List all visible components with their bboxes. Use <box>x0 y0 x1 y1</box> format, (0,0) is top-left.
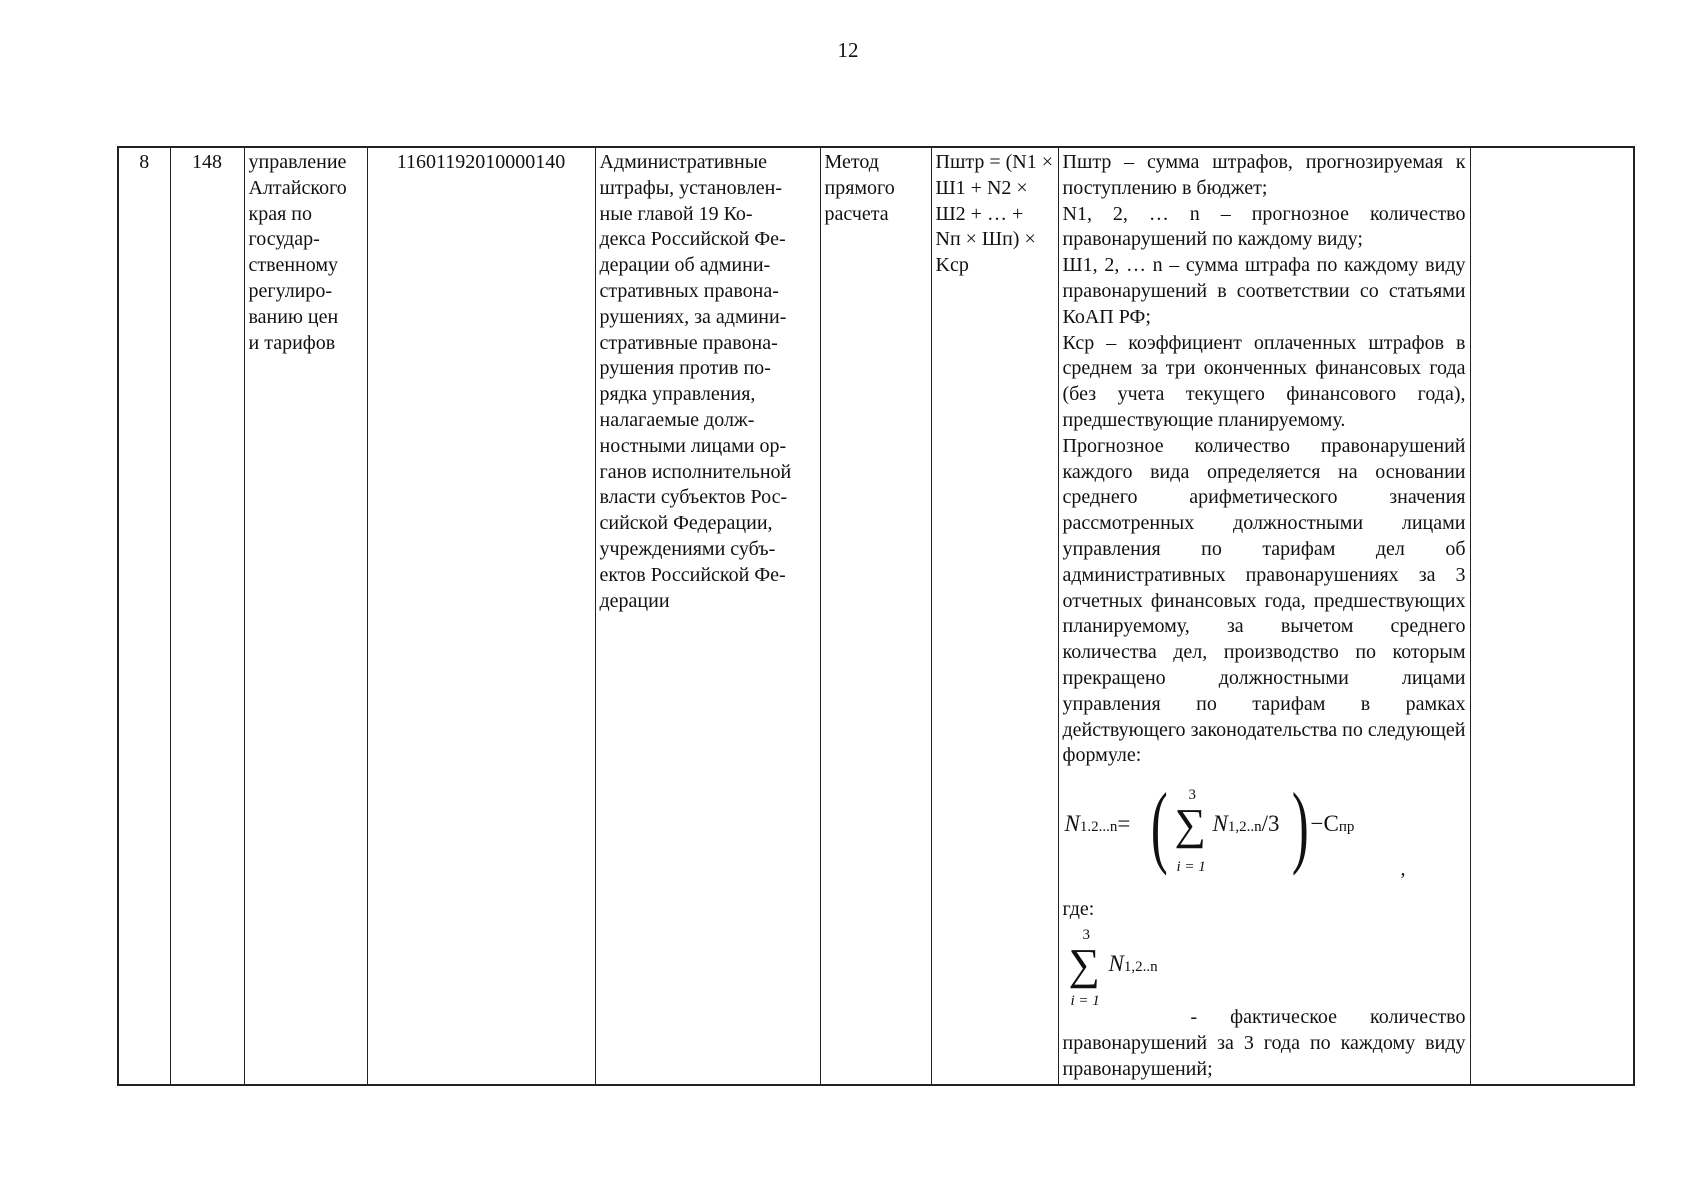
sum-lower-limit: i = 1 <box>1070 992 1100 1009</box>
sigma-symbol: ∑ <box>1068 939 1100 989</box>
description-paragraph: Прогнозное количество правонарушений каждого вида определяется на основании среднего арифметического значения рассмотренных должностными лицами управления по тарифам дел об административных правонарушениях за 3 отчетных финансовых года, предшествующих планируемому, за вычетом среднего количества дел, производство по которым прекращено должностными лицами управления по тарифам в рамках действующего законодательства по следующей формуле: <box>1062 434 1466 767</box>
administrator-name-cell: управление Алтайского края по государ- ственному регулиро- ванию цен и тарифов <box>244 147 367 1085</box>
description-paragraph: Ш1, 2, … n – сумма штрафа по каждому виду правонарушений в соответствии со статьями КоАП РФ; <box>1062 254 1466 328</box>
revenue-methodology-table <box>117 146 1635 1086</box>
sigma-symbol: ∑ <box>1174 800 1206 850</box>
average-formula <box>1063 775 1466 897</box>
formula-subtract-term: −Спр <box>1310 811 1355 837</box>
sum-upper-limit: 3 <box>1188 787 1196 804</box>
description-paragraph: Пштр – сумма штрафов, прогнозируемая к поступлению в бюджет; <box>1062 151 1466 199</box>
sum-upper-limit: 3 <box>1082 926 1090 943</box>
kbk-code-cell: 11601192010000140 <box>367 147 595 1085</box>
sum-body: N1,2..n <box>1108 950 1158 976</box>
formula-cell: Пштр = (N1 × Ш1 + N2 × Ш2 + … + Nп × Шп) × Kср <box>931 147 1058 1085</box>
sum-lower-limit: i = 1 <box>1176 859 1206 876</box>
right-parenthesis: ) <box>1291 774 1309 877</box>
page-number: 12 <box>837 38 859 62</box>
method-cell: Метод прямого расчета <box>820 147 931 1085</box>
table-row <box>118 147 1634 1085</box>
sum-body: N1,2..n/3 <box>1212 811 1280 837</box>
income-name-cell: Административные штрафы, установлен- ные главой 19 Ко- декса Российской Фе- дерации об админи- стративных правона- рушениях, за админи- стративные правона- рушения против по- рядка управления, налагаемые долж- ностными лицами ор- ганов исполнительной власти субъектов Рос- сийской Федерации, учреждениями субъ- ектов Российской Фе- дерации <box>595 147 820 1085</box>
left-parenthesis: ( <box>1150 774 1168 877</box>
formula-comma: , <box>1400 858 1406 881</box>
admin-code-cell: 148 <box>170 147 244 1085</box>
empty-cell <box>1470 147 1634 1085</box>
description-paragraph: N1, 2, … n – прогнозное количество правонарушений по каждому виду; <box>1062 202 1466 251</box>
where-label: где: <box>1062 898 1095 921</box>
row-number-cell: 8 <box>118 147 170 1085</box>
formula-lhs: N1.2...n= <box>1064 811 1131 837</box>
description-paragraph: - фактическое количество правонарушений за 3 года по каждому виду правонарушений; <box>1062 1005 1466 1080</box>
sum-formula <box>1063 923 1466 1009</box>
description-cell <box>1058 147 1470 1085</box>
description-paragraph: Кср – коэффициент оплаченных штрафов в среднем за три оконченных финансовых года (без учета текущего финансового года), предшествующие планируемому. <box>1062 331 1466 431</box>
